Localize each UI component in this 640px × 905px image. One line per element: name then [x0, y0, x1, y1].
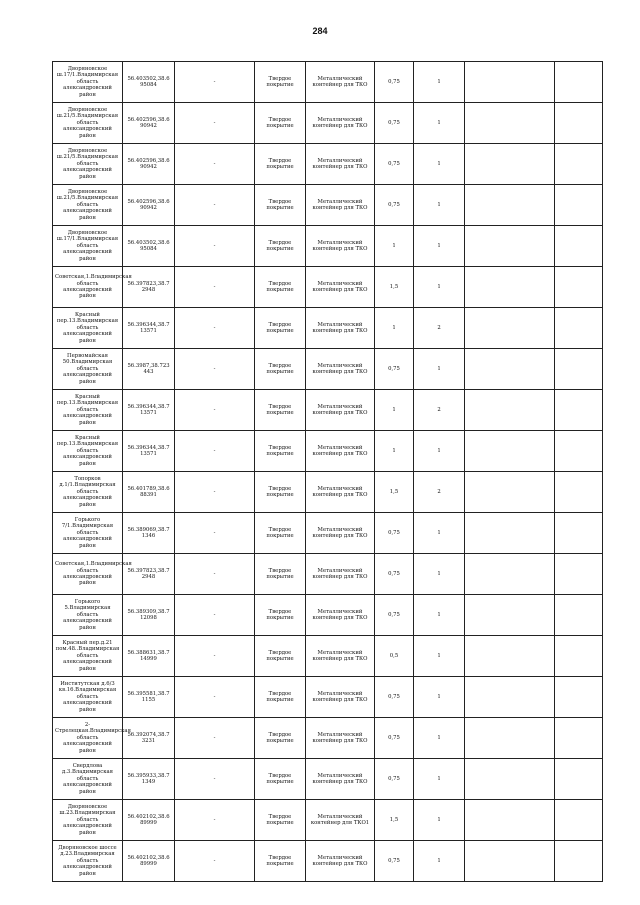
empty-cell-b: [555, 267, 603, 308]
dash-cell: -: [175, 267, 255, 308]
empty-cell-a: [465, 677, 555, 718]
count-cell: 1: [414, 718, 465, 759]
empty-cell-a: [465, 144, 555, 185]
table-row: [53, 349, 603, 390]
container-type-cell: Металлический контейнер для ТКО: [306, 431, 375, 472]
surface-cell: Твердое покрытие: [255, 185, 306, 226]
volume-cell: 0,75: [375, 62, 414, 103]
empty-cell-b: [555, 62, 603, 103]
empty-cell-a: [465, 431, 555, 472]
count-cell: 2: [414, 308, 465, 349]
empty-cell-a: [465, 308, 555, 349]
surface-cell: Твердое покрытие: [255, 554, 306, 595]
coordinates-cell: 56.402102,38.6 89999: [123, 841, 175, 882]
coordinates-cell: 56.402596,38.6 90942: [123, 185, 175, 226]
surface-cell: Твердое покрытие: [255, 718, 306, 759]
container-type-cell: Металлический контейнер для ТКО: [306, 185, 375, 226]
empty-cell-a: [465, 390, 555, 431]
container-type-cell: Металлический контейнер для ТКО: [306, 349, 375, 390]
count-cell: 1: [414, 103, 465, 144]
container-type-cell: Металлический контейнер для ТКО: [306, 513, 375, 554]
count-cell: 1: [414, 677, 465, 718]
surface-cell: Твердое покрытие: [255, 103, 306, 144]
empty-cell-a: [465, 62, 555, 103]
container-type-cell: Металлический контейнер для ТКО: [306, 390, 375, 431]
table-row: [53, 390, 603, 431]
address-cell: Первомайская 50.Владимирская область александровский район: [53, 349, 123, 390]
volume-cell: 0,75: [375, 841, 414, 882]
volume-cell: 0,75: [375, 185, 414, 226]
address-cell: Топорков д.1/1.Владимирская область александровский район: [53, 472, 123, 513]
volume-cell: 1: [375, 390, 414, 431]
count-cell: 1: [414, 841, 465, 882]
dash-cell: -: [175, 308, 255, 349]
container-type-cell: Металлический контейнер для ТКО: [306, 677, 375, 718]
address-cell: Свердлова д.3.Владимирская область александровский район: [53, 759, 123, 800]
empty-cell-a: [465, 513, 555, 554]
coordinates-cell: 56.395581,38.7 1155: [123, 677, 175, 718]
table-row: [53, 267, 603, 308]
coordinates-cell: 56.397823,38.7 2948: [123, 267, 175, 308]
dash-cell: -: [175, 103, 255, 144]
dash-cell: -: [175, 62, 255, 103]
address-cell: 2-Стрелецкая.Владимирская область александровский район: [53, 718, 123, 759]
coordinates-cell: 56.396344,38.7 13571: [123, 431, 175, 472]
container-type-cell: Металлический контейнер для ТКО: [306, 62, 375, 103]
volume-cell: 0,5: [375, 636, 414, 677]
empty-cell-a: [465, 185, 555, 226]
coordinates-cell: 56.388631,38.7 14999: [123, 636, 175, 677]
address-cell: Дворяновское ш.21/5.Владимирская область александровский район: [53, 185, 123, 226]
dash-cell: -: [175, 144, 255, 185]
empty-cell-b: [555, 718, 603, 759]
table-row: [53, 431, 603, 472]
dash-cell: -: [175, 841, 255, 882]
empty-cell-b: [555, 636, 603, 677]
empty-cell-b: [555, 554, 603, 595]
count-cell: 2: [414, 390, 465, 431]
address-cell: Горького 7/1.Владимирская область александровский район: [53, 513, 123, 554]
empty-cell-b: [555, 390, 603, 431]
address-cell: Дворяновское ш.17/1.Владимирская область александровский район: [53, 62, 123, 103]
coordinates-cell: 56.397823,38.7 2948: [123, 554, 175, 595]
address-cell: Дворяновское ш.21/5.Владимирская область александровский район: [53, 144, 123, 185]
table-row: [53, 472, 603, 513]
count-cell: 1: [414, 185, 465, 226]
coordinates-cell: 56.395933,38.7 1349: [123, 759, 175, 800]
container-type-cell: Металлический контейнер для ТКО: [306, 636, 375, 677]
table-row: [53, 554, 603, 595]
dash-cell: -: [175, 349, 255, 390]
container-type-cell: Металлический контейнер для ТКО: [306, 267, 375, 308]
empty-cell-a: [465, 103, 555, 144]
table-row: [53, 677, 603, 718]
coordinates-cell: 56.402596,38.6 90942: [123, 144, 175, 185]
count-cell: 1: [414, 349, 465, 390]
count-cell: 1: [414, 636, 465, 677]
empty-cell-a: [465, 554, 555, 595]
dash-cell: -: [175, 472, 255, 513]
surface-cell: Твердое покрытие: [255, 144, 306, 185]
empty-cell-a: [465, 472, 555, 513]
volume-cell: 0,75: [375, 103, 414, 144]
coordinates-cell: 56.392074,38.7 3231: [123, 718, 175, 759]
surface-cell: Твердое покрытие: [255, 62, 306, 103]
count-cell: 1: [414, 431, 465, 472]
count-cell: 1: [414, 513, 465, 554]
count-cell: 1: [414, 226, 465, 267]
container-type-cell: Металлический контейнер для ТКО: [306, 595, 375, 636]
count-cell: 2: [414, 472, 465, 513]
empty-cell-a: [465, 841, 555, 882]
count-cell: 1: [414, 554, 465, 595]
coordinates-cell: 56.3987,38.723 443: [123, 349, 175, 390]
table-row: [53, 595, 603, 636]
empty-cell-b: [555, 185, 603, 226]
table-row: [53, 841, 603, 882]
empty-cell-a: [465, 595, 555, 636]
volume-cell: 0,75: [375, 759, 414, 800]
volume-cell: 0,75: [375, 718, 414, 759]
surface-cell: Твердое покрытие: [255, 226, 306, 267]
empty-cell-b: [555, 103, 603, 144]
surface-cell: Твердое покрытие: [255, 677, 306, 718]
empty-cell-b: [555, 349, 603, 390]
table-row: [53, 513, 603, 554]
surface-cell: Твердое покрытие: [255, 431, 306, 472]
volume-cell: 1: [375, 308, 414, 349]
volume-cell: 1,5: [375, 800, 414, 841]
container-type-cell: Металлический контейнер для ТКО: [306, 103, 375, 144]
table-row: [53, 800, 603, 841]
surface-cell: Твердое покрытие: [255, 800, 306, 841]
empty-cell-b: [555, 677, 603, 718]
dash-cell: -: [175, 759, 255, 800]
address-cell: Советская,1.Владимирская область александровский район: [53, 267, 123, 308]
dash-cell: -: [175, 595, 255, 636]
surface-cell: Твердое покрытие: [255, 472, 306, 513]
address-cell: Красный пер.13.Владимирская область александровский район: [53, 390, 123, 431]
container-type-cell: Металлический контейнер для ТКО: [306, 144, 375, 185]
address-cell: Дворяновское ш.21/5.Владимирская область александровский район: [53, 103, 123, 144]
dash-cell: -: [175, 185, 255, 226]
volume-cell: 0,75: [375, 349, 414, 390]
empty-cell-b: [555, 144, 603, 185]
dash-cell: -: [175, 513, 255, 554]
count-cell: 1: [414, 62, 465, 103]
dash-cell: -: [175, 636, 255, 677]
surface-cell: Твердое покрытие: [255, 759, 306, 800]
page-number: 284: [312, 26, 328, 36]
address-cell: Горького 5.Владимирская область александровский район: [53, 595, 123, 636]
container-type-cell: Металлический контейнер для ТКО1: [306, 800, 375, 841]
empty-cell-a: [465, 349, 555, 390]
surface-cell: Твердое покрытие: [255, 841, 306, 882]
empty-cell-a: [465, 718, 555, 759]
surface-cell: Твердое покрытие: [255, 267, 306, 308]
dash-cell: -: [175, 800, 255, 841]
coordinates-cell: 56.401789,38.6 88391: [123, 472, 175, 513]
empty-cell-b: [555, 759, 603, 800]
container-type-cell: Металлический контейнер для ТКО: [306, 554, 375, 595]
container-type-cell: Металлический контейнер для ТКО: [306, 841, 375, 882]
coordinates-cell: 56.389069,38.7 1346: [123, 513, 175, 554]
empty-cell-b: [555, 595, 603, 636]
empty-cell-b: [555, 226, 603, 267]
dash-cell: -: [175, 677, 255, 718]
container-type-cell: Металлический контейнер для ТКО: [306, 226, 375, 267]
count-cell: 1: [414, 800, 465, 841]
empty-cell-b: [555, 431, 603, 472]
address-cell: Красный пер.13.Владимирская область александровский район: [53, 431, 123, 472]
empty-cell-a: [465, 800, 555, 841]
coordinates-cell: 56.403502,38.6 95084: [123, 62, 175, 103]
address-cell: Дворяновское шоссе д.23.Владимирская область александровский район: [53, 841, 123, 882]
address-cell: Дворяновское ш.23.Владимирская область александровский район: [53, 800, 123, 841]
dash-cell: -: [175, 718, 255, 759]
surface-cell: Твердое покрытие: [255, 636, 306, 677]
address-cell: Дворяновское ш.17/1.Владимирская область александровский район: [53, 226, 123, 267]
empty-cell-a: [465, 226, 555, 267]
empty-cell-a: [465, 267, 555, 308]
surface-cell: Твердое покрытие: [255, 390, 306, 431]
empty-cell-b: [555, 472, 603, 513]
container-type-cell: Металлический контейнер для ТКО: [306, 718, 375, 759]
volume-cell: 1,5: [375, 267, 414, 308]
coordinates-cell: 56.396344,38.7 13571: [123, 390, 175, 431]
table-row: [53, 62, 603, 103]
empty-cell-b: [555, 800, 603, 841]
dash-cell: -: [175, 226, 255, 267]
empty-cell-b: [555, 308, 603, 349]
coordinates-cell: 56.403502,38.6 95084: [123, 226, 175, 267]
coordinates-cell: 56.402102,38.6 89999: [123, 800, 175, 841]
table-row: [53, 226, 603, 267]
volume-cell: 1: [375, 226, 414, 267]
registry-table: [52, 61, 603, 882]
table-row: [53, 759, 603, 800]
table-row: [53, 308, 603, 349]
empty-cell-a: [465, 636, 555, 677]
dash-cell: -: [175, 431, 255, 472]
table-row: [53, 185, 603, 226]
address-cell: Советская,1.Владимирская область александровский район: [53, 554, 123, 595]
coordinates-cell: 56.389309,38.7 12098: [123, 595, 175, 636]
volume-cell: 0,75: [375, 144, 414, 185]
empty-cell-b: [555, 513, 603, 554]
empty-cell-b: [555, 841, 603, 882]
address-cell: Красный пер.д.21 пом.48..Владимирская область александровский район: [53, 636, 123, 677]
container-type-cell: Металлический контейнер для ТКО: [306, 472, 375, 513]
coordinates-cell: 56.396344,38.7 13571: [123, 308, 175, 349]
volume-cell: 0,75: [375, 513, 414, 554]
volume-cell: 0,75: [375, 554, 414, 595]
container-type-cell: Металлический контейнер для ТКО: [306, 308, 375, 349]
dash-cell: -: [175, 390, 255, 431]
surface-cell: Твердое покрытие: [255, 595, 306, 636]
volume-cell: 1,5: [375, 472, 414, 513]
address-cell: Институтская д.6/3 кв.16.Владимирская область александровский район: [53, 677, 123, 718]
table-row: [53, 718, 603, 759]
table-row: [53, 103, 603, 144]
container-type-cell: Металлический контейнер для ТКО: [306, 759, 375, 800]
volume-cell: 0,75: [375, 595, 414, 636]
count-cell: 1: [414, 144, 465, 185]
volume-cell: 0,75: [375, 677, 414, 718]
dash-cell: -: [175, 554, 255, 595]
address-cell: Красный пер.13.Владимирская область александровский район: [53, 308, 123, 349]
coordinates-cell: 56.402596,38.6 90942: [123, 103, 175, 144]
count-cell: 1: [414, 267, 465, 308]
empty-cell-a: [465, 759, 555, 800]
table-row: [53, 636, 603, 677]
surface-cell: Твердое покрытие: [255, 513, 306, 554]
count-cell: 1: [414, 595, 465, 636]
count-cell: 1: [414, 759, 465, 800]
volume-cell: 1: [375, 431, 414, 472]
surface-cell: Твердое покрытие: [255, 349, 306, 390]
table-row: [53, 144, 603, 185]
surface-cell: Твердое покрытие: [255, 308, 306, 349]
